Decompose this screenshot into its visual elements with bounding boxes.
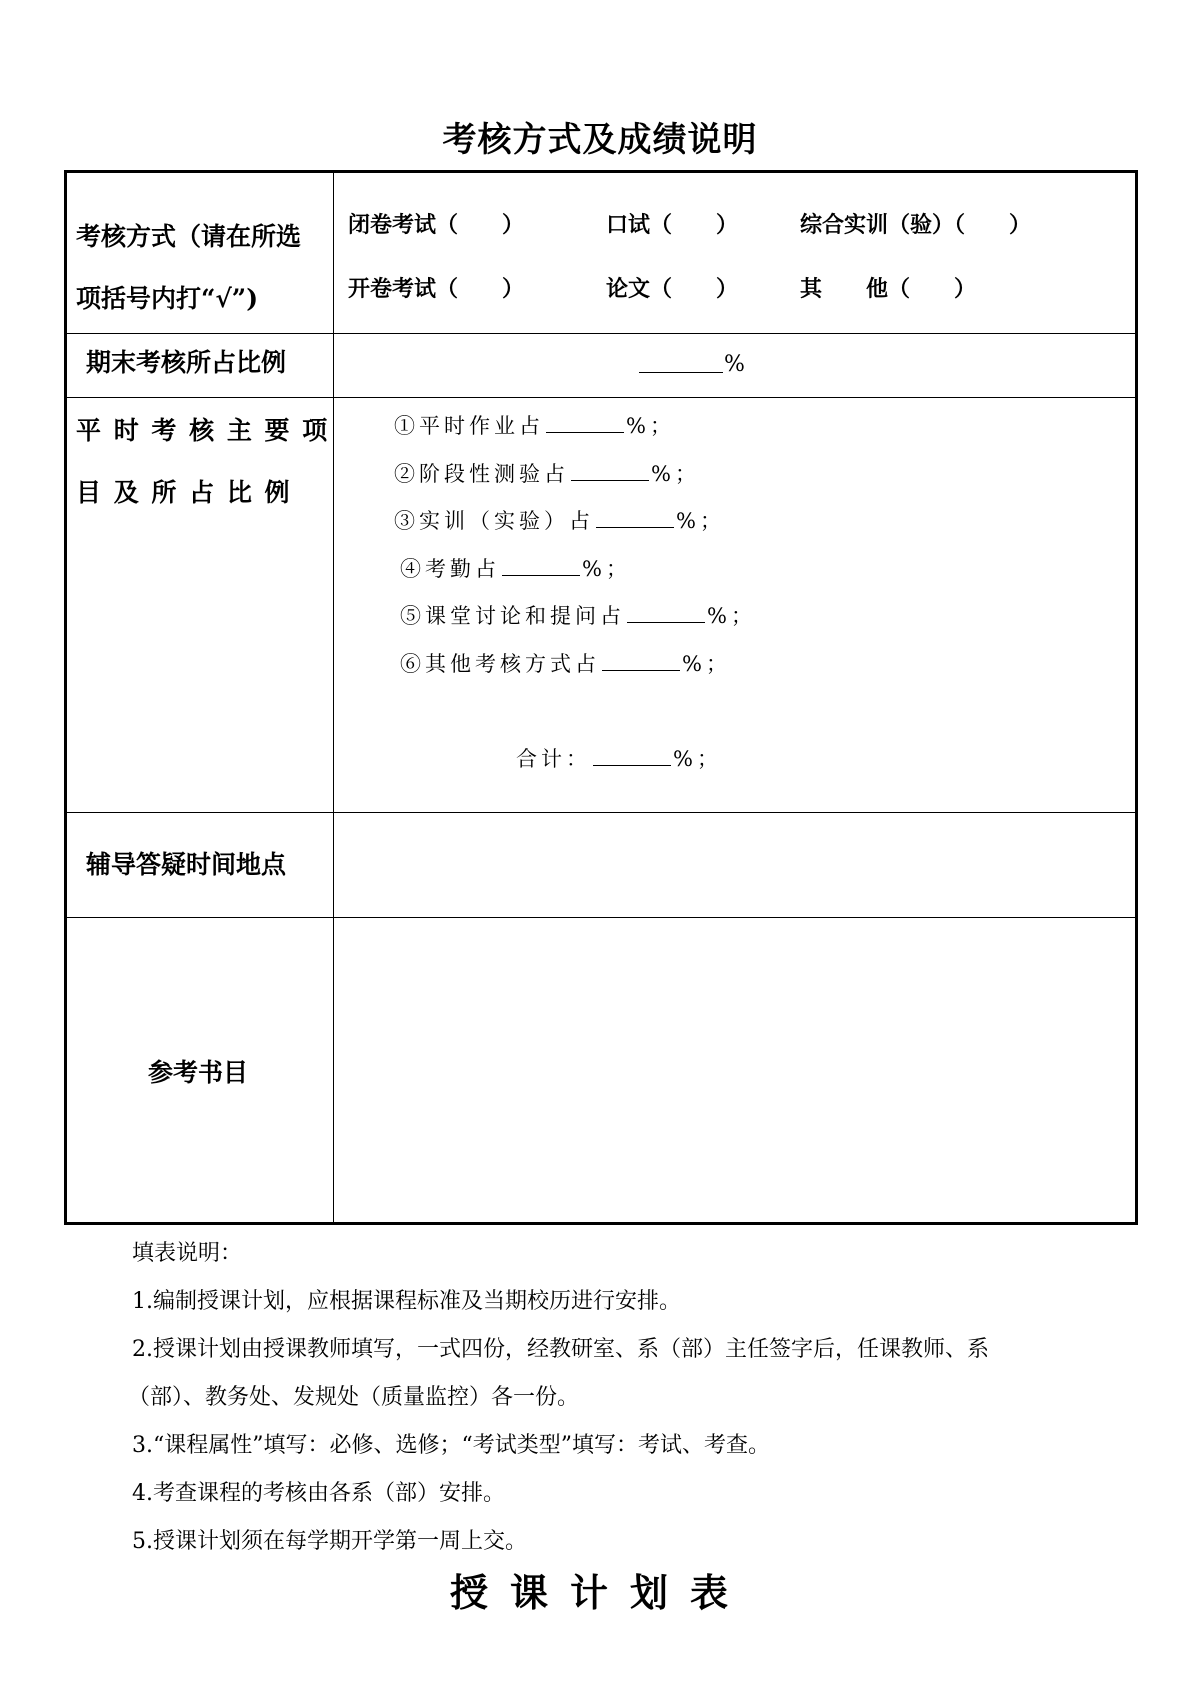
lesson-plan-title: 授课计划表 [449,1570,750,1615]
option-practical-training[interactable]: 综合实训（验）（ ） [800,212,1032,238]
practical-ratio-input[interactable] [596,509,674,528]
row-divider [64,917,1138,918]
note-line-4: 4.考查课程的考核由各系（部）安排。 [132,1481,505,1506]
attendance-ratio-input[interactable] [502,557,580,576]
item-homework: ①平时作业占 %； [394,414,675,438]
reference-books-field[interactable] [336,919,1134,1221]
item-total: 合计： %； [516,747,722,771]
option-open-book-exam[interactable]: 开卷考试（ ） [348,276,525,302]
item-other-method: ⑥其他考核方式占 %； [400,652,731,676]
other-method-ratio-input[interactable] [602,652,680,671]
note-line-3: 3.“课程属性”填写：必修、选修；“考试类型”填写：考试、考查。 [132,1433,770,1458]
discussion-ratio-input[interactable] [627,604,705,623]
row-divider [64,812,1138,813]
note-line-2-continued: （部）、教务处、发规处（质量监控）各一份。 [128,1385,580,1410]
homework-ratio-input[interactable] [546,414,624,433]
row-divider [64,333,1138,334]
option-closed-book-exam[interactable]: 闭卷考试（ ） [348,212,525,238]
notes-heading: 填表说明： [132,1241,243,1266]
tutoring-time-place-field[interactable] [336,814,1134,915]
note-line-2: 2.授课计划由授课教师填写，一式四份，经教研室、系（部）主任签字后，任课教师、系 [132,1337,989,1362]
row-divider [64,397,1138,398]
reference-books-label: 参考书目 [148,1058,249,1087]
note-line-5: 5.授课计划须在每学期开学第一周上交。 [132,1529,527,1554]
option-oral-exam[interactable]: 口试（ ） [606,212,739,238]
page-title: 考核方式及成绩说明 [442,120,758,160]
regular-assessment-label-line1: 平 时 考 核 主 要 项 [76,416,330,445]
tutoring-time-place-label: 辅导答疑时间地点 [86,850,287,879]
item-attendance: ④考勤占 %； [400,557,631,581]
option-thesis[interactable]: 论文（ ） [606,276,739,302]
final-exam-ratio-suffix: % [724,352,745,377]
total-ratio-input[interactable] [593,747,671,766]
item-stage-test: ②阶段性测验占 %； [394,462,700,486]
stage-test-ratio-input[interactable] [571,462,649,481]
option-other[interactable]: 其 他（ ） [800,276,977,302]
final-exam-ratio-label: 期末考核所占比例 [86,348,287,377]
assessment-method-label-line1: 考核方式（请在所选 [76,222,302,251]
note-line-1: 1.编制授课计划，应根据课程标准及当期校历进行安排。 [132,1289,681,1314]
regular-assessment-label-line2: 目 及 所 占 比 例 [76,478,292,507]
assessment-method-label-line2: 项括号内打“√”) [76,284,259,313]
item-practical: ③实训（实验）占 %； [394,509,725,533]
final-exam-ratio-input[interactable] [639,372,723,373]
item-discussion: ⑤课堂讨论和提问占 %； [400,604,756,628]
table-column-divider [333,170,334,1225]
